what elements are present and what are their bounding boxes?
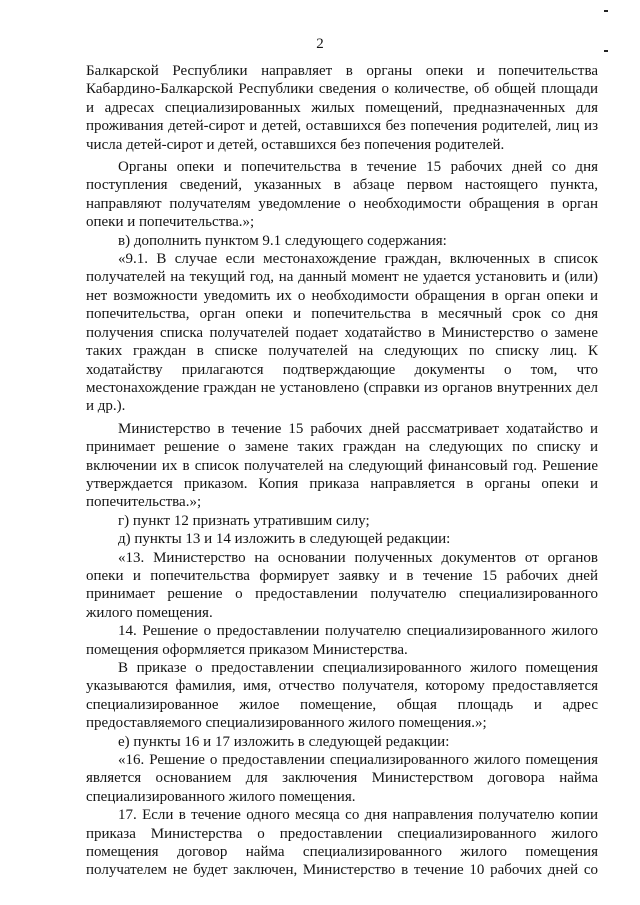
paragraph: г) пункт 12 признать утратившим силу; [118,512,370,529]
paragraph: Органы опеки и попечительства в течение 15 рабочих дней со дня поступления сведений, указанных в абзаце первом настоящего пункта, направляют получателям уведомление о необходимости обращения в орган опеки и попечительства.»; [86,159,598,231]
paragraph: «16. Решение о предоставлении специализированного жилого помещения является основанием для заключения Министерством договора найма специализированного жилого помещения. [86,752,598,805]
paragraph: е) пункты 16 и 17 изложить в следующей редакции: [118,733,450,750]
scan-mark [604,10,608,12]
paragraph: д) пункты 13 и 14 изложить в следующей редакции: [118,531,451,548]
page-number: 2 [316,36,324,52]
paragraph: «9.1. В случае если местонахождение граждан, включенных в список получателей на текущий год, на данный момент не удается установить и (или) нет возможности уведомить их о необходимости обращения в орган опеки и попечительства, орган опеки и попечительства в месячный срок со дня получения списка получателей подает ходатайство в Министерство о замене таких граждан в списке получателей на следующих по списку лиц. К ходатайству прилагаются подтверждающие документы о том, что местонахождение граждан не установлено (справки из органов внутренних дел и др.). [86,251,598,415]
paragraph: 17. Если в течение одного месяца со дня направления получателю копии приказа Министерства о предоставлении специализированного жилого помещения договор найма специализированного жилого помещения получателем не будет заключен, Министерство в течение 10 рабочих дней со [86,807,598,879]
paragraph: 14. Решение о предоставлении получателю специализированного жилого помещения оформляется приказом Министерства. [86,623,598,658]
paragraph: Министерство в течение 15 рабочих дней рассматривает ходатайство и принимает решение о замене таких граждан на следующих по списку и включении их в список получателей на следующий финансовый год. Решение утверждается приказом. Копия приказа направляется в органы опеки и попечительства.»; [86,420,598,511]
paragraph: В приказе о предоставлении специализированного жилого помещения указываются фамилия, имя, отчество получателя, которому предоставляется специализированное жилое помещение, общая площадь и адрес предоставляемого специализированного жилого помещения.»; [86,660,598,732]
document-body [86,62,598,880]
paragraph: в) дополнить пунктом 9.1 следующего содержания: [118,232,447,249]
paragraph: «13. Министерство на основании полученных документов от органов опеки и попечительства формирует заявку и в течение 15 рабочих дней принимает решение о предоставлении получателю специализированного жилого помещения. [86,549,598,621]
scan-mark [604,50,608,52]
paragraph: Балкарской Республики направляет в органы опеки и попечительства Кабардино-Балкарской Республики сведения о количестве, об общей площади и адресах специализированных жилых помещений, предназначенных для проживания детей-сирот и детей, оставшихся без попечения родителей, лиц из числа детей-сирот и детей, оставшихся без попечения родителей. [86,63,598,153]
